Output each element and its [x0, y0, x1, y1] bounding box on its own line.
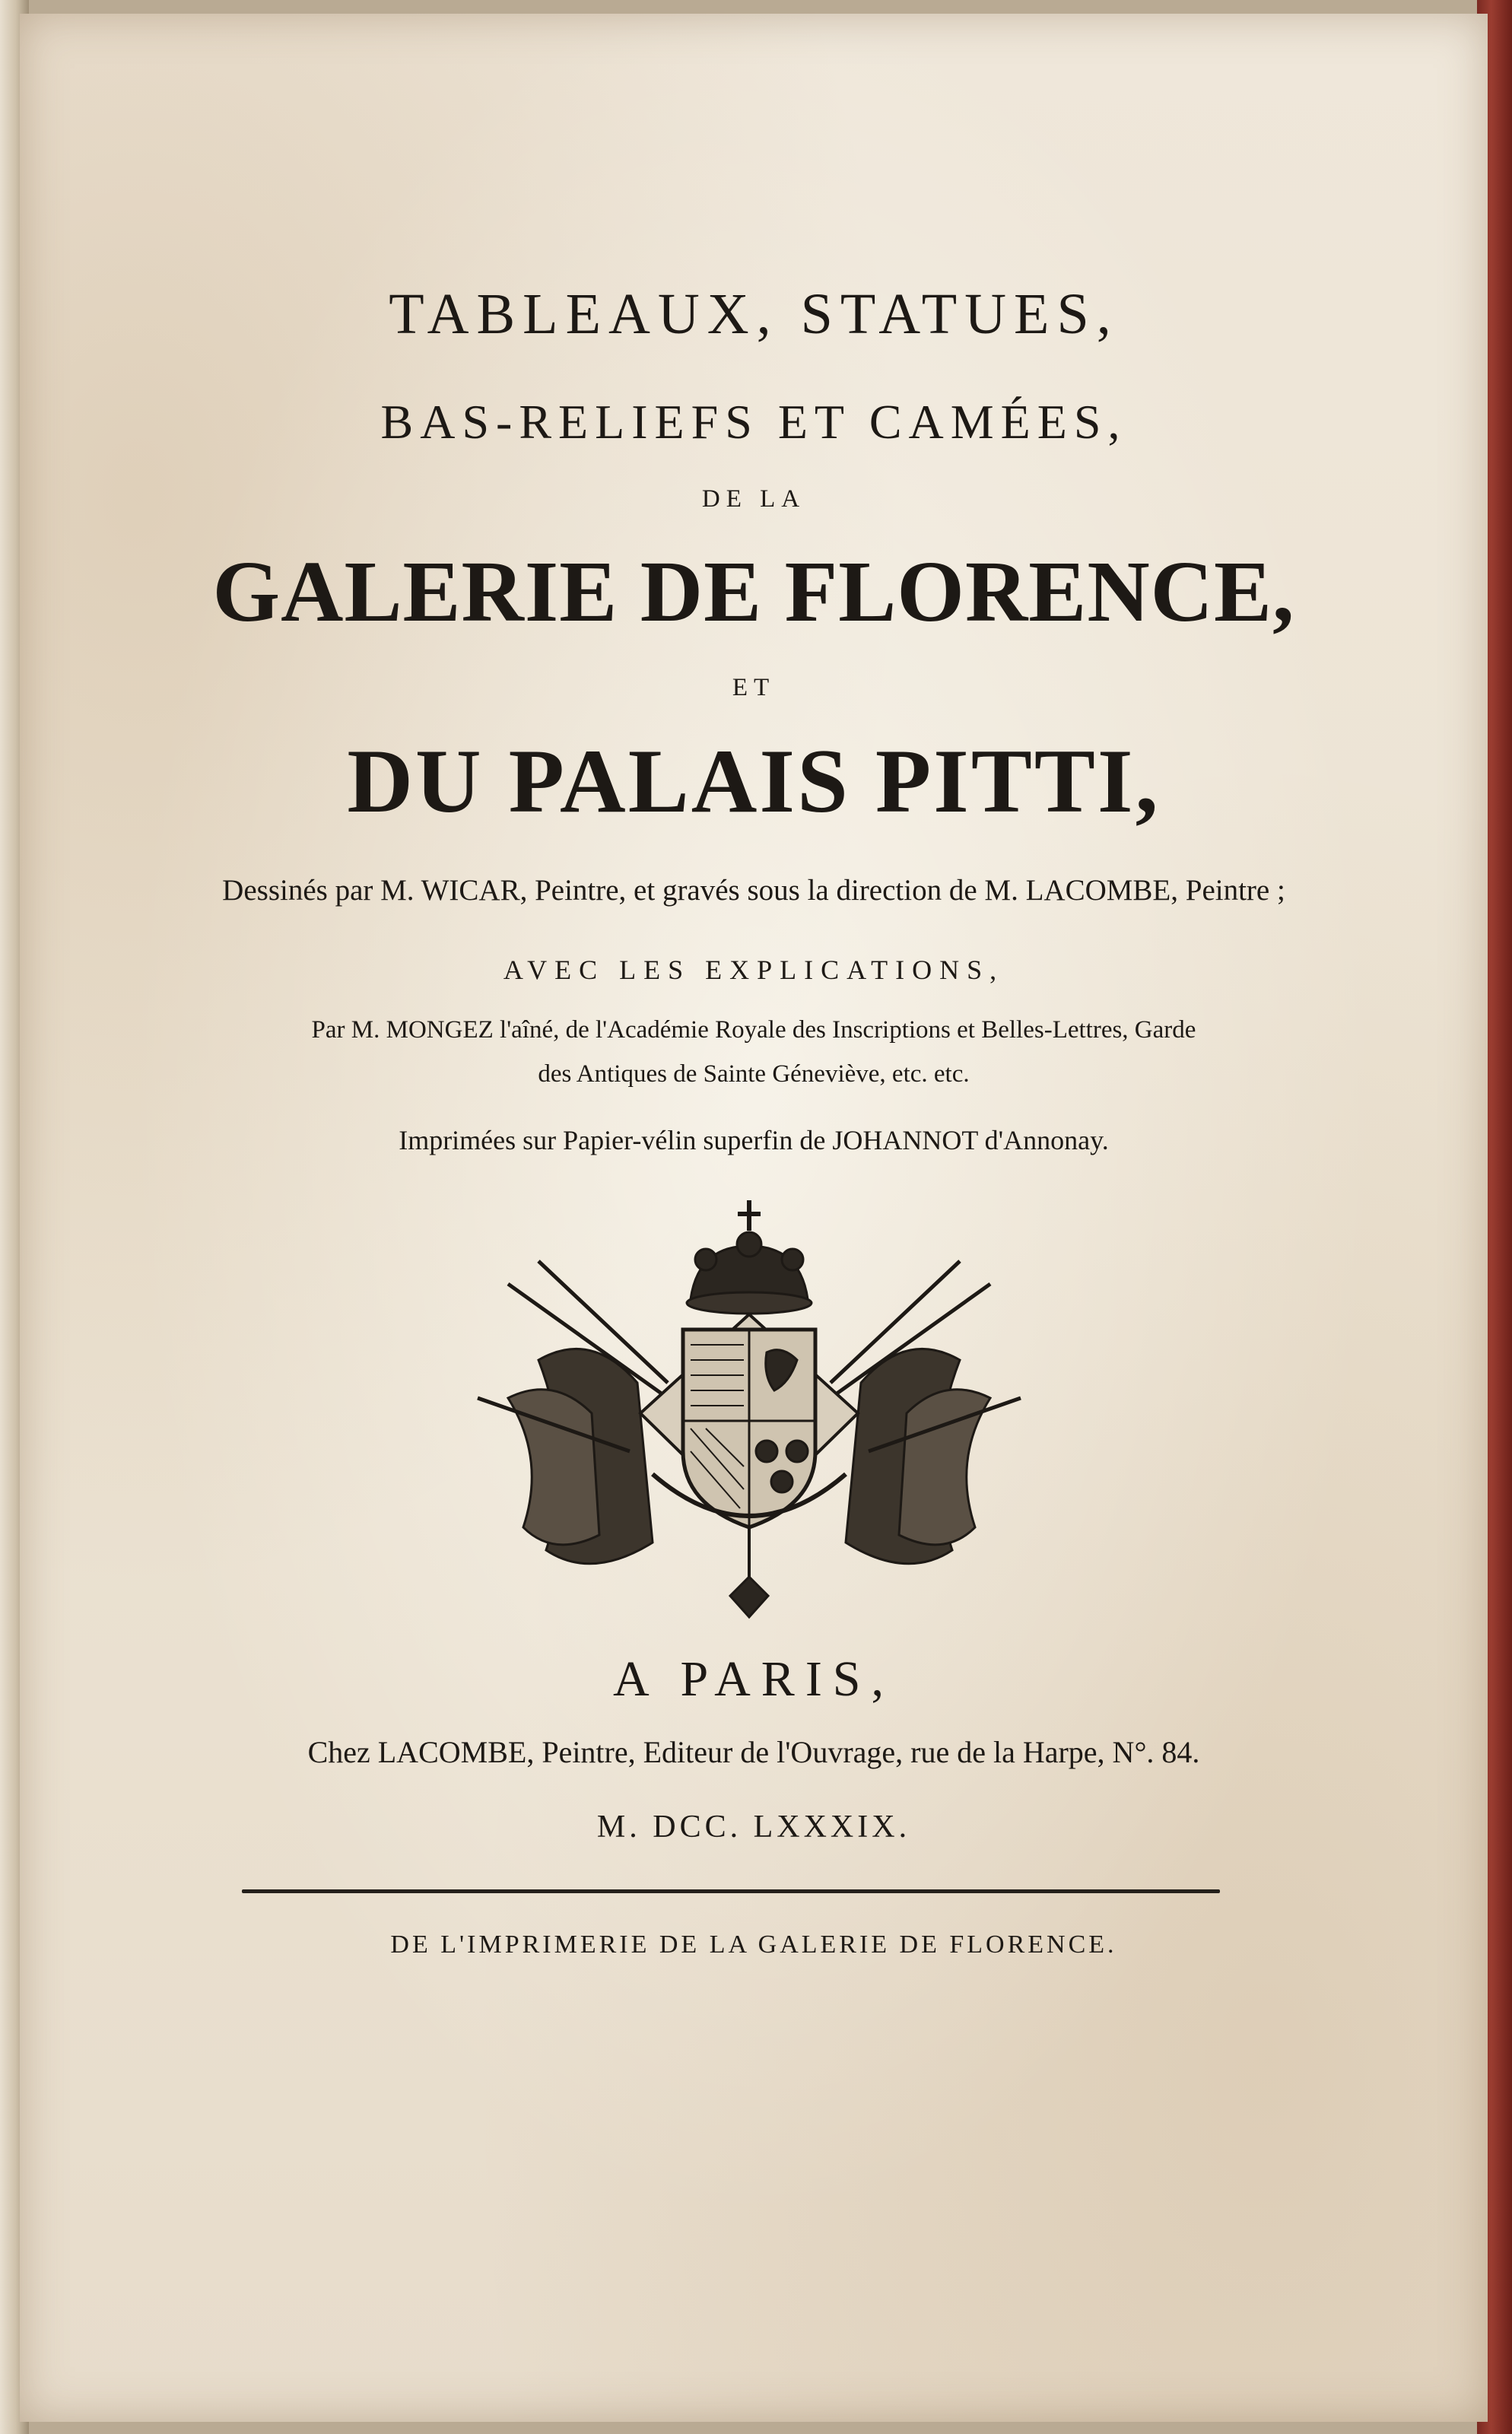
author-line-1: Par M. MONGEZ l'aîné, de l'Académie Royale des Inscriptions et Belles-Lettres, Garde — [311, 1016, 1196, 1044]
title-line-5: ET — [732, 674, 776, 701]
title-line-6: DU PALAIS PITTI, — [347, 730, 1161, 831]
author-line-2: des Antiques de Sainte Géneviève, etc. etc. — [538, 1060, 970, 1088]
coat-of-arms-icon — [462, 1200, 1036, 1634]
divider-rule — [242, 1889, 1220, 1893]
paper-line: Imprimées sur Papier-vélin superfin de JOHANNOT d'Annonay. — [399, 1125, 1109, 1155]
city-line: A PARIS, — [612, 1651, 895, 1707]
title-line-1: TABLEAUX, STATUES, — [389, 282, 1119, 346]
title-line-4: GALERIE DE FLORENCE, — [212, 543, 1295, 640]
title-page — [20, 14, 1488, 2422]
title-line-2: BAS-RELIEFS ET CAMÉES, — [380, 395, 1127, 449]
explanations-line: AVEC LES EXPLICATIONS, — [503, 955, 1005, 985]
year-line: M. DCC. LXXXIX. — [596, 1810, 911, 1845]
publisher-line: Chez LACOMBE, Peintre, Editeur de l'Ouvrage, rue de la Harpe, N°. 84. — [307, 1735, 1200, 1769]
title-line-3: DE LA — [701, 485, 806, 513]
drawn-by-line: Dessinés par M. WICAR, Peintre, et gravés sous la direction de M. LACOMBE, Peintre ; — [222, 874, 1285, 907]
printer-line: DE L'IMPRIMERIE DE LA GALERIE DE FLORENCE. — [390, 1930, 1117, 1959]
